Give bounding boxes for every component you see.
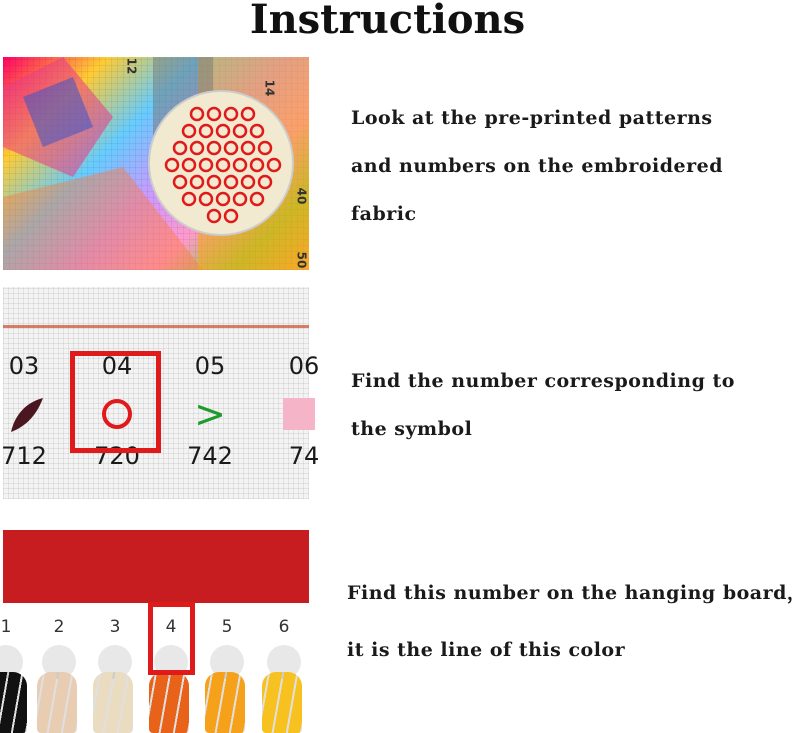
chart-dmc-code: 74 bbox=[288, 442, 320, 470]
circle-stitch-symbol bbox=[183, 159, 195, 171]
circle-stitch-symbol bbox=[251, 125, 263, 137]
step-3-description bbox=[347, 565, 806, 679]
hanging-board-image bbox=[0, 517, 309, 733]
circle-stitch-symbol bbox=[268, 159, 280, 171]
circle-stitch-symbol bbox=[200, 125, 212, 137]
thread-skein bbox=[205, 672, 245, 733]
fabric-closeup-image bbox=[3, 57, 309, 270]
circle-stitch-symbol bbox=[208, 142, 220, 154]
board-number: 6 bbox=[278, 617, 290, 637]
circle-stitch-symbol bbox=[251, 159, 263, 171]
circle-stitch-symbol bbox=[191, 142, 203, 154]
circle-stitch-symbol bbox=[208, 210, 220, 222]
step-1-line: fabric bbox=[351, 203, 417, 225]
circle-stitch-symbol bbox=[225, 108, 237, 120]
circle-stitch-symbol bbox=[183, 193, 195, 205]
board-number: 1 bbox=[0, 617, 12, 637]
board-number: 2 bbox=[53, 617, 65, 637]
pink-square-symbol-icon bbox=[265, 394, 343, 434]
step-2-line: the symbol bbox=[351, 418, 473, 440]
step-1-line: and numbers on the embroidered bbox=[351, 155, 723, 177]
symbol-chart-image bbox=[1, 287, 320, 499]
chart-dmc-code: 712 bbox=[1, 442, 47, 470]
fabric-grid-label: 14 bbox=[262, 79, 277, 97]
circle-stitch-symbol bbox=[242, 108, 254, 120]
circle-stitch-symbol bbox=[217, 193, 229, 205]
circle-stitch-symbol bbox=[174, 176, 186, 188]
fabric-grid-label: 50 bbox=[294, 251, 309, 269]
chart-symbol-number: 05 bbox=[194, 352, 226, 380]
leaf-icon bbox=[0, 394, 63, 434]
circle-stitch-symbol bbox=[200, 159, 212, 171]
circle-stitch-symbol bbox=[217, 125, 229, 137]
step-1-description bbox=[351, 94, 723, 238]
circle-stitch-symbol bbox=[208, 176, 220, 188]
greater-than-symbol-icon: > bbox=[194, 392, 226, 436]
board-red-header bbox=[3, 530, 309, 603]
chart-top-line bbox=[3, 325, 309, 328]
circle-stitch-symbol bbox=[191, 108, 203, 120]
highlight-box bbox=[70, 351, 161, 453]
circle-stitch-symbol bbox=[242, 142, 254, 154]
thread-skein bbox=[93, 672, 133, 733]
highlight-box bbox=[148, 602, 195, 675]
thread-skein bbox=[262, 672, 302, 733]
circle-stitch-symbol bbox=[217, 159, 229, 171]
step-2-description bbox=[351, 357, 735, 453]
circle-stitch-symbol bbox=[242, 176, 254, 188]
fabric-grid-label: 12 bbox=[124, 57, 139, 75]
board-number: 5 bbox=[221, 617, 233, 637]
chart-column bbox=[171, 342, 249, 477]
thread-skein bbox=[149, 672, 189, 733]
fabric-grid-label: 40 bbox=[294, 187, 309, 205]
circle-stitch-symbol bbox=[191, 176, 203, 188]
circle-stitch-symbol bbox=[251, 193, 263, 205]
circle-stitch-symbol bbox=[259, 142, 271, 154]
circle-stitch-symbol bbox=[259, 176, 271, 188]
circle-stitch-symbol bbox=[183, 125, 195, 137]
chart-symbol-number: 06 bbox=[288, 352, 320, 380]
chart-column bbox=[0, 342, 63, 477]
page-title: Instructions bbox=[249, 0, 526, 43]
chart-column bbox=[265, 342, 343, 477]
chart-symbol-number: 04 bbox=[101, 352, 133, 380]
circle-stitch-symbol bbox=[225, 210, 237, 222]
thread-skein bbox=[37, 672, 77, 733]
circle-stitch-symbol bbox=[225, 176, 237, 188]
chart-symbol-number: 03 bbox=[8, 352, 40, 380]
step-3-line: Find this number on the hanging board， bbox=[347, 582, 806, 604]
circle-stitch-symbol bbox=[208, 108, 220, 120]
thread-skein bbox=[0, 672, 27, 733]
circle-stitch-symbol bbox=[225, 142, 237, 154]
chart-dmc-code: 742 bbox=[187, 442, 233, 470]
step-2-line: Find the number corresponding to bbox=[351, 370, 735, 392]
circle-stitch-symbol bbox=[234, 193, 246, 205]
chart-dmc-code: 720 bbox=[94, 442, 140, 470]
circle-stitch-symbol bbox=[174, 142, 186, 154]
step-1-line: Look at the pre-printed patterns bbox=[351, 107, 713, 129]
circle-stitch-symbol bbox=[234, 159, 246, 171]
circle-stitch-symbol bbox=[166, 159, 178, 171]
step-3-line: it is the line of this color bbox=[347, 639, 626, 661]
board-number: 4 bbox=[165, 617, 177, 637]
circle-stitch-symbol bbox=[234, 125, 246, 137]
board-number: 3 bbox=[109, 617, 121, 637]
circle-stitch-symbol bbox=[200, 193, 212, 205]
